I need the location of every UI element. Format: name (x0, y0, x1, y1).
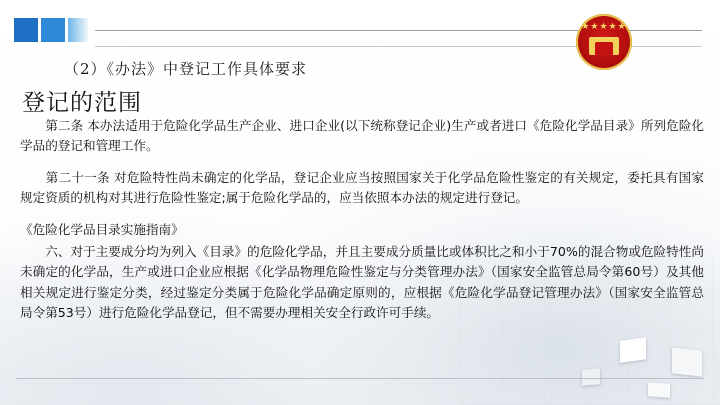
emblem-gate (589, 37, 619, 55)
decorative-square-3 (68, 18, 88, 42)
paragraph-article-2: 第二条 本办法适用于危险化学品生产企业、进口企业(以下统称登记企业)生产或者进口《危险化学品目录》所列危险化学品的登记和管理工作。 (20, 118, 704, 154)
decorative-square-2 (41, 18, 65, 42)
paragraph-article-21: 第二十一条 对危险特性尚未确定的化学品，登记企业应当按照国家关于化学品危险性鉴定的有关规定，委托具有国家规定资质的机构对其进行危险性鉴定;属于危险化学品的，应当依照本办法的规定进行登记。 (20, 169, 704, 206)
decorative-cube-2 (672, 347, 702, 376)
decorative-cube-1 (620, 337, 646, 363)
china-national-emblem-icon (576, 14, 632, 70)
paragraph-guide-title: 《危险化学品目录实施指南》 (20, 221, 184, 237)
page-title: 登记的范围 (22, 90, 142, 116)
decorative-squares (14, 18, 88, 44)
paragraph-guide-item-6: 六、对于主要成分均为列入《目录》的危险化学品，并且主要成分质量比或体积比之和小于70%的混合物或危险特性尚未确定的化学品，生产或进口企业应根据《化学品物理危险性鉴定与分类管理办法》（国家安全监管总局令第60号）及其他相关规定进行鉴定分类，经过鉴定分类属于危险化学品确定原则的，应根据《危险化学品登记管理办法》（国家安全监管总局令第53号）进行危险化学品登记，但不需要办理相关安全行政许可手续。 (20, 243, 704, 321)
decorative-square-1 (14, 18, 38, 42)
decorative-cube-3 (582, 368, 600, 386)
decorative-cube-4 (648, 382, 670, 398)
footer-divider (16, 378, 704, 379)
slide-subheading: （2）《办法》中登记工作具体要求 (64, 60, 308, 78)
emblem-stars: ★★★★★ (581, 22, 627, 32)
